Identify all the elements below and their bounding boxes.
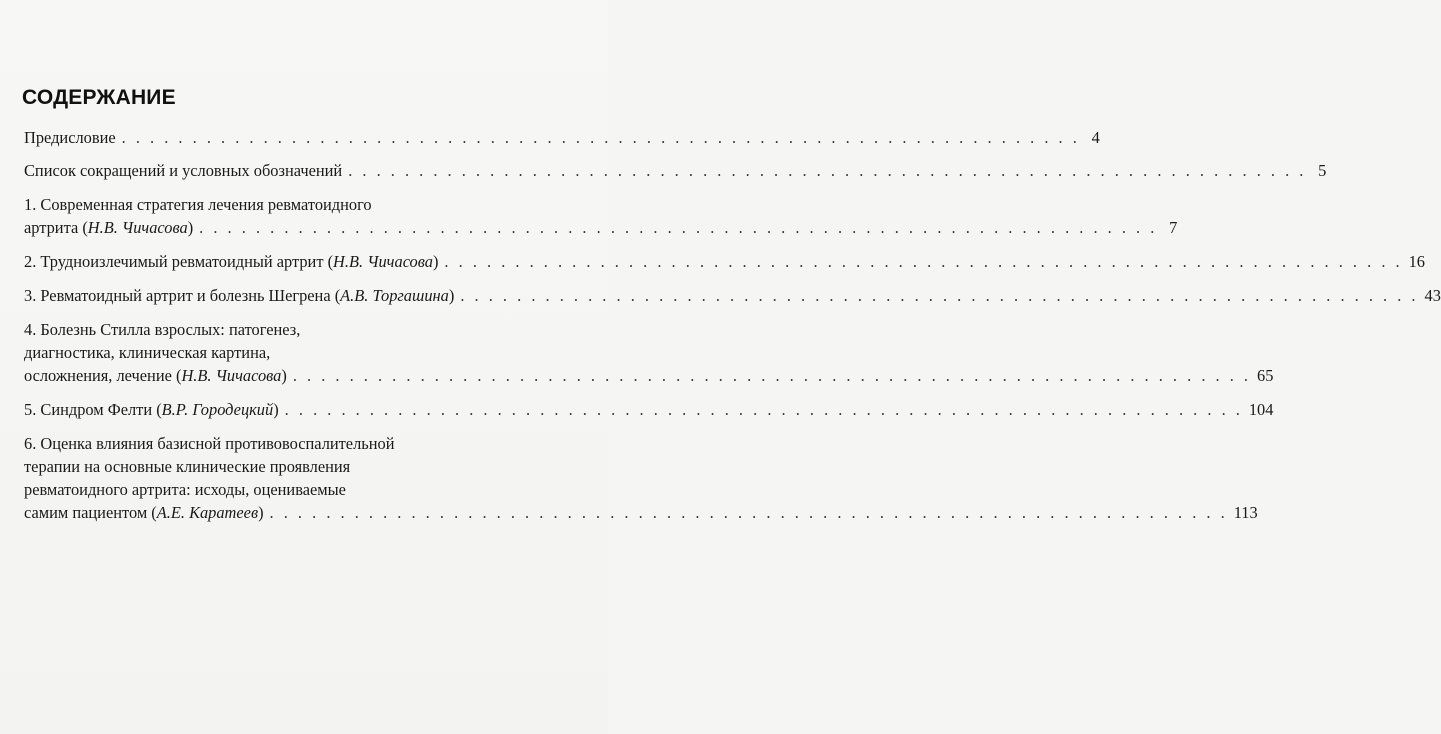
toc-entry-title: Предисловие: [24, 128, 116, 147]
toc-entry-title: 2. Трудноизлечимый ревматоидный артрит (Н.В. Чичасова): [24, 252, 439, 271]
toc-heading: СОДЕРЖАНИЕ: [22, 86, 176, 109]
toc-page-number: 16: [1408, 252, 1425, 271]
toc-entry-chapter-6: [24, 432, 1258, 524]
toc-entry-title: осложнения, лечение (Н.В. Чичасова): [24, 366, 287, 385]
table-of-contents: [24, 126, 1441, 524]
toc-page-number: 104: [1248, 400, 1274, 419]
toc-entry-author: Н.В. Чичасова: [87, 218, 188, 237]
toc-entry-title-line: 4. Болезнь Стилла взрослых: патогенез,: [24, 320, 301, 339]
toc-page-number: 65: [1257, 366, 1274, 385]
toc-entry-title: самим пациентом (А.Е. Каратеев): [24, 503, 264, 522]
toc-entry-line: [24, 364, 1274, 387]
dot-leader: . . . . . . . . . . . . . . . . . . . . . . . . . . . . . . . . . . . . . . . . . . . . . . . . . . . . . . . . . . . . . . . . . . . .: [348, 161, 1307, 180]
toc-entry-chapter-5: [24, 398, 1274, 421]
toc-entry-author: Н.В. Чичасова: [333, 252, 433, 271]
toc-entry-title-line: ревматоидного артрита: исходы, оцениваемые: [24, 480, 346, 499]
toc-entry-title-line: терапии на основные клинические проявления: [24, 457, 351, 476]
toc-entry-title-line: диагностика, клиническая картина,: [24, 343, 271, 362]
dot-leader: . . . . . . . . . . . . . . . . . . . . . . . . . . . . . . . . . . . . . . . . . . . . . . . . . . . . . . . . . . . . . . . . . . . .: [284, 400, 1243, 419]
dot-leader: . . . . . . . . . . . . . . . . . . . . . . . . . . . . . . . . . . . . . . . . . . . . . . . . . . . . . . . . . . . . . . . . . . . .: [199, 218, 1158, 237]
toc-entry-chapter-1: [24, 193, 1178, 239]
toc-entry-line: [24, 126, 1100, 149]
dot-leader: . . . . . . . . . . . . . . . . . . . . . . . . . . . . . . . . . . . . . . . . . . . . . . . . . . . . . . . . . . . . . . . . . . . .: [460, 286, 1419, 305]
toc-entry-title-line: 1. Современная стратегия лечения ревматоидного: [24, 195, 372, 214]
toc-entry-title: артрита (Н.В. Чичасова): [24, 218, 194, 237]
toc-entry-line: [24, 398, 1274, 421]
toc-entry-title: 3. Ревматоидный артрит и болезнь Шегрена (А.В. Торгашина): [24, 286, 455, 305]
dot-leader: . . . . . . . . . . . . . . . . . . . . . . . . . . . . . . . . . . . . . . . . . . . . . . . . . . . . . . . . . . . . . . . . . . . .: [121, 128, 1080, 147]
toc-page-number: 7: [1169, 218, 1178, 237]
toc-entry-chapter-3: [24, 284, 1441, 307]
toc-entry-preface: [24, 126, 1100, 149]
toc-entry-abbreviations: [24, 159, 1327, 182]
toc-entry-author: В.Р. Городецкий: [161, 400, 274, 419]
toc-entry-chapter-4: [24, 318, 1274, 387]
dot-leader: . . . . . . . . . . . . . . . . . . . . . . . . . . . . . . . . . . . . . . . . . . . . . . . . . . . . . . . . . . . . . . . . . . . .: [444, 252, 1403, 271]
toc-entry-chapter-2: [24, 250, 1425, 273]
toc-entry-line: [24, 159, 1327, 182]
toc-entry-line: [24, 501, 1258, 524]
toc-entry-line: [24, 216, 1178, 239]
dot-leader: . . . . . . . . . . . . . . . . . . . . . . . . . . . . . . . . . . . . . . . . . . . . . . . . . . . . . . . . . . . . . . . . . . . .: [269, 503, 1228, 522]
toc-entry-title-line: 6. Оценка влияния базисной противовоспалительной: [24, 434, 395, 453]
toc-entry-author: А.В. Торгашина: [340, 286, 449, 305]
toc-entry-line: [24, 250, 1425, 273]
toc-entry-title: Список сокращений и условных обозначений: [24, 161, 343, 180]
toc-entry-author: А.Е. Каратеев: [156, 503, 259, 522]
toc-page-number: 5: [1318, 161, 1327, 180]
toc-entry-title: 5. Синдром Фелти (В.Р. Городецкий): [24, 400, 279, 419]
dot-leader: . . . . . . . . . . . . . . . . . . . . . . . . . . . . . . . . . . . . . . . . . . . . . . . . . . . . . . . . . . . . . . . . . . . .: [292, 366, 1251, 385]
toc-page-number: 4: [1091, 128, 1100, 147]
toc-page-number: 43: [1424, 286, 1441, 305]
toc-page-number: 113: [1233, 503, 1258, 522]
toc-entry-author: Н.В. Чичасова: [181, 366, 282, 385]
toc-entry-line: [24, 284, 1441, 307]
